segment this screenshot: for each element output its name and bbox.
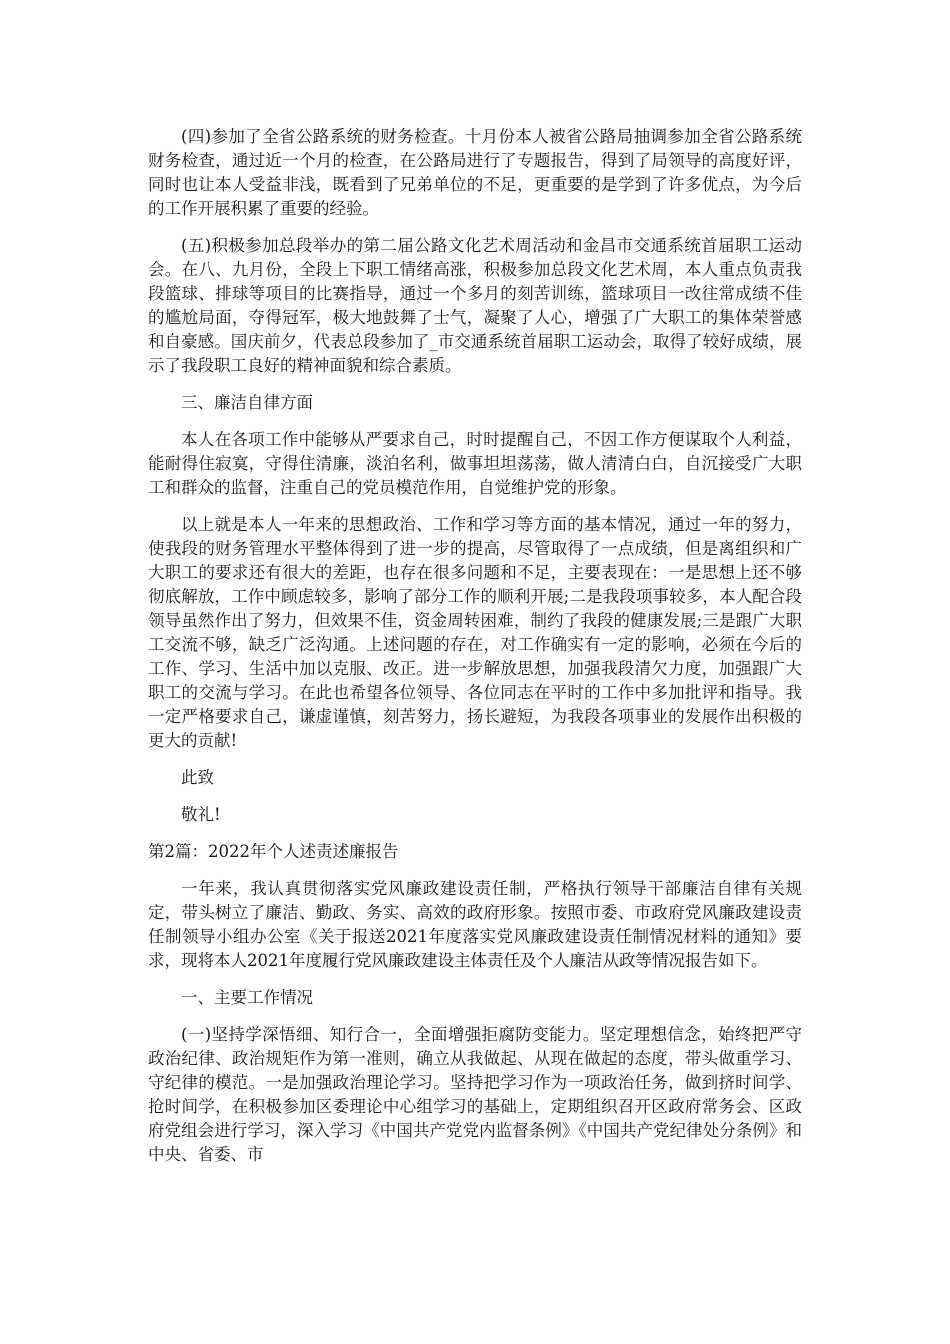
paragraph-audit: (四)参加了全省公路系统的财务检查。十月份本人被省公路局抽调参加全省公路系统财务检查，通过近一个月的检查，在公路局进行了专题报告，得到了局领导的高度好评，同时也让本人受益非浅，既看到了兄弟单位的不足，更重要的是学到了许多优点，为今后的工作开展积累了重要的经验。 [148, 127, 802, 218]
document-page [148, 125, 802, 1180]
closing-salutation: 此致 [181, 768, 214, 787]
paragraph-self-discipline: 本人在各项工作中能够从严要求自己，时时提醒自己，不因工作方便谋取个人利益，能耐得住寂寞，守得住清廉，淡泊名利，做事坦坦荡荡，做人清清白白，自沉接受广大职工和群众的监督，注重自己的党员模范作用，自觉维护党的形象。 [148, 430, 802, 497]
section-heading-integrity: 三、廉洁自律方面 [181, 393, 313, 412]
paragraph-intro: 一年来，我认真贯彻落实党风廉政建设责任制，严格执行领导干部廉洁自律有关规定，带头树立了廉洁、勤政、务实、高效的政府形象。按照市委、市政府党风廉政建设责任制领导小组办公室《关于报送2021年度落实党风廉政建设责任制情况材料的通知》要求，现将本人2021年度履行党风廉政建设主体责任及个人廉洁从政等情况报告如下。 [148, 879, 802, 970]
article-title: 第2篇：2022年个人述责述廉报告 [148, 842, 399, 861]
section-heading-main-work: 一、主要工作情况 [181, 988, 313, 1007]
closing-respect: 敬礼! [181, 805, 221, 824]
paragraph-summary: 以上就是本人一年来的思想政治、工作和学习等方面的基本情况，通过一年的努力，使我段的财务管理水平整体得到了进一步的提高，尽管取得了一点成绩，但是离组织和广大职工的要求还有很大的差距，也存在很多问题和不足，主要表现在：一是思想上还不够彻底解放，工作中顾虑较多，影响了部分工作的顺利开展;二是我段项事较多，本人配合段领导虽然作出了努力，但效果不佳，资金周转困难，制约了我段的健康发展;三是跟广大职工交流不够，缺乏广泛沟通。上述问题的存在，对工作确实有一定的影响，必须在今后的工作、学习、生活中加以克服、改正。进一步解放思想，加强我段清欠力度，加强跟广大职工的交流与学习。在此也希望各位领导、各位同志在平时的工作中多加批评和指导。我一定严格要求自己，谦虚谨慎，刻苦努力，扬长避短，为我段各项事业的发展作出积极的更大的贡献! [148, 515, 802, 750]
paragraph-culture-week: (五)积极参加总段举办的第二届公路文化艺术周活动和金昌市交通系统首届职工运动会。在八、九月份，全段上下职工情绪高涨，积极参加总段文化艺术周，本人重点负责我段篮球、排球等项目的比赛指导，通过一个多月的刻苦训练，篮球项目一改往常成绩不佳的尴尬局面，夺得冠军，极大地鼓舞了士气，凝聚了人心，增强了广大职工的集体荣誉感和自豪感。国庆前夕，代表总段参加了_市交通系统首届职工运动会，取得了较好成绩，展示了我段职工良好的精神面貌和综合素质。 [148, 236, 802, 375]
paragraph-study: (一)坚持学深悟细、知行合一，全面增强拒腐防变能力。坚定理想信念，始终把严守政治纪律、政治规矩作为第一准则，确立从我做起、从现在做起的态度，带头做重学习、守纪律的模范。一是加强政治理论学习。坚持把学习作为一项政治任务，做到挤时间学、抢时间学，在积极参加区委理论中心组学习的基础上，定期组织召开区政府常务会、区政府党组会进行学习，深入学习《中国共产党党内监督条例》《中国共产党纪律处分条例》和中央、省委、市 [148, 1025, 802, 1164]
